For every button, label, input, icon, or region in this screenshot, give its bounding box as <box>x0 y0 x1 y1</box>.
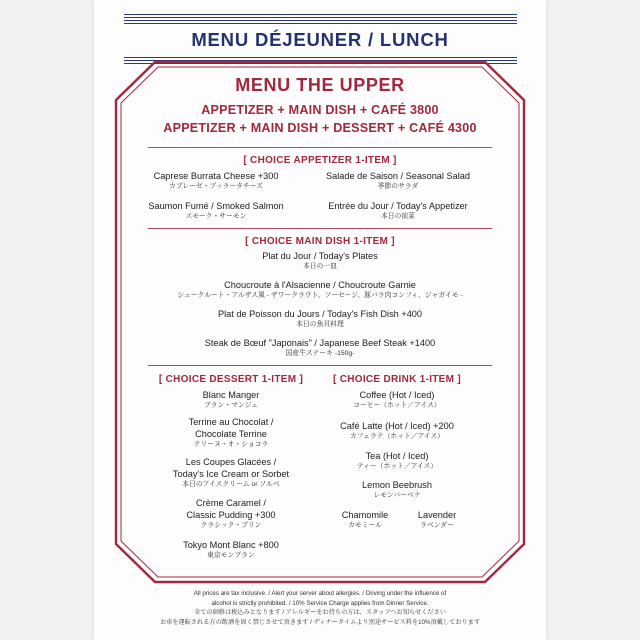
dessert-item: Crème Caramel / Classic Pudding +300 クラシック・プリン <box>186 498 276 529</box>
appetizer-item: Salade de Saison / Seasonal Salad 季節のサラダ <box>325 171 471 190</box>
price-line-2: APPETIZER + MAIN DISH + DESSERT + CAFÉ 4300 <box>163 121 477 135</box>
footer-line: お車を運転される方の飲酒を固く禁じさせて頂きます / ディナータイムより別途サービス料を10%頂戴しております <box>159 618 481 626</box>
appetizer-item: Caprese Burrata Cheese +300 カプレーゼ・ブッラータチーズ <box>153 171 279 190</box>
main-dish-item: Plat de Poisson du Jours / Today's Fish Dish +400 本日の魚貝料理 <box>217 309 423 328</box>
divider <box>148 228 492 229</box>
dessert-heading: [ CHOICE DESSERT 1-ITEM ] <box>158 374 304 385</box>
page-title: MENU DÉJEUNER / LUNCH <box>191 29 449 50</box>
menu-title: MENU THE UPPER <box>235 75 405 95</box>
appetizer-item: Entrée du Jour / Today's Appetizer 本日の前菜 <box>328 201 468 220</box>
footer-line: alcohol is strictly prohibited. / 10% Service Charge applies from Dinner Service. <box>211 599 429 607</box>
dessert-item: Les Coupes Glacées / Today's Ice Cream or Sorbet 本日のアイスクリーム or ソルベ <box>172 457 290 488</box>
appetizer-heading: [ CHOICE APPETIZER 1-ITEM ] <box>243 155 397 166</box>
main-dish-item: Choucroute à l'Alsacienne / Choucroute Garnie シュークルート・アルザス風 - ザワークラウト、ソーセージ、豚バラ肉コンフィ、ジャガイモ - <box>177 280 463 299</box>
footer-line: All prices are tax inclusive. / Alert your server about allergies. / Driving under the influence of <box>193 590 447 597</box>
appetizer-item: Saumon Fumé / Smoked Salmon スモーク・サーモン <box>148 201 284 220</box>
dessert-item: Terrine au Chocolat / Chocolate Terrine テリーヌ・オ・ショコラ <box>188 417 274 448</box>
footer-notes <box>120 589 520 627</box>
price-line-1: APPETIZER + MAIN DISH + CAFÉ 3800 <box>201 103 439 117</box>
drink-item: Lavender ラベンダー <box>417 510 457 529</box>
divider <box>148 147 492 148</box>
drink-item: Chamomile カモミール <box>341 510 389 529</box>
footer-line: 全ての価格は税込みとなります / アレルギーをお持ちの方は、スタッフへお知らせください <box>194 609 446 617</box>
dessert-item: Blanc Manger ブラン・マンジェ <box>202 390 260 409</box>
drink-item: Coffee (Hot / Iced) コーヒー（ホット／アイス） <box>353 390 441 409</box>
divider <box>148 365 492 366</box>
dessert-item: Tokyo Mont Blanc +800 東京モンブラン <box>183 540 279 559</box>
drink-item: Café Latte (Hot / Iced) +200 カフェラテ（ホット／アイス） <box>340 421 454 440</box>
main-dish-item: Plat du Jour / Today's Plates 本日の一皿 <box>262 251 378 270</box>
main-dish-item: Steak de Bœuf "Japonais" / Japanese Beef Steak +1400 国産牛ステーキ -150g- <box>204 338 436 357</box>
drink-heading: [ CHOICE DRINK 1-ITEM ] <box>332 374 461 385</box>
main-dish-heading: [ CHOICE MAIN DISH 1-ITEM ] <box>245 236 395 247</box>
drink-item: Lemon Beebrush レモンバーベナ <box>362 480 432 499</box>
drink-item: Tea (Hot / Iced) ティー（ホット／アイス） <box>356 451 438 470</box>
